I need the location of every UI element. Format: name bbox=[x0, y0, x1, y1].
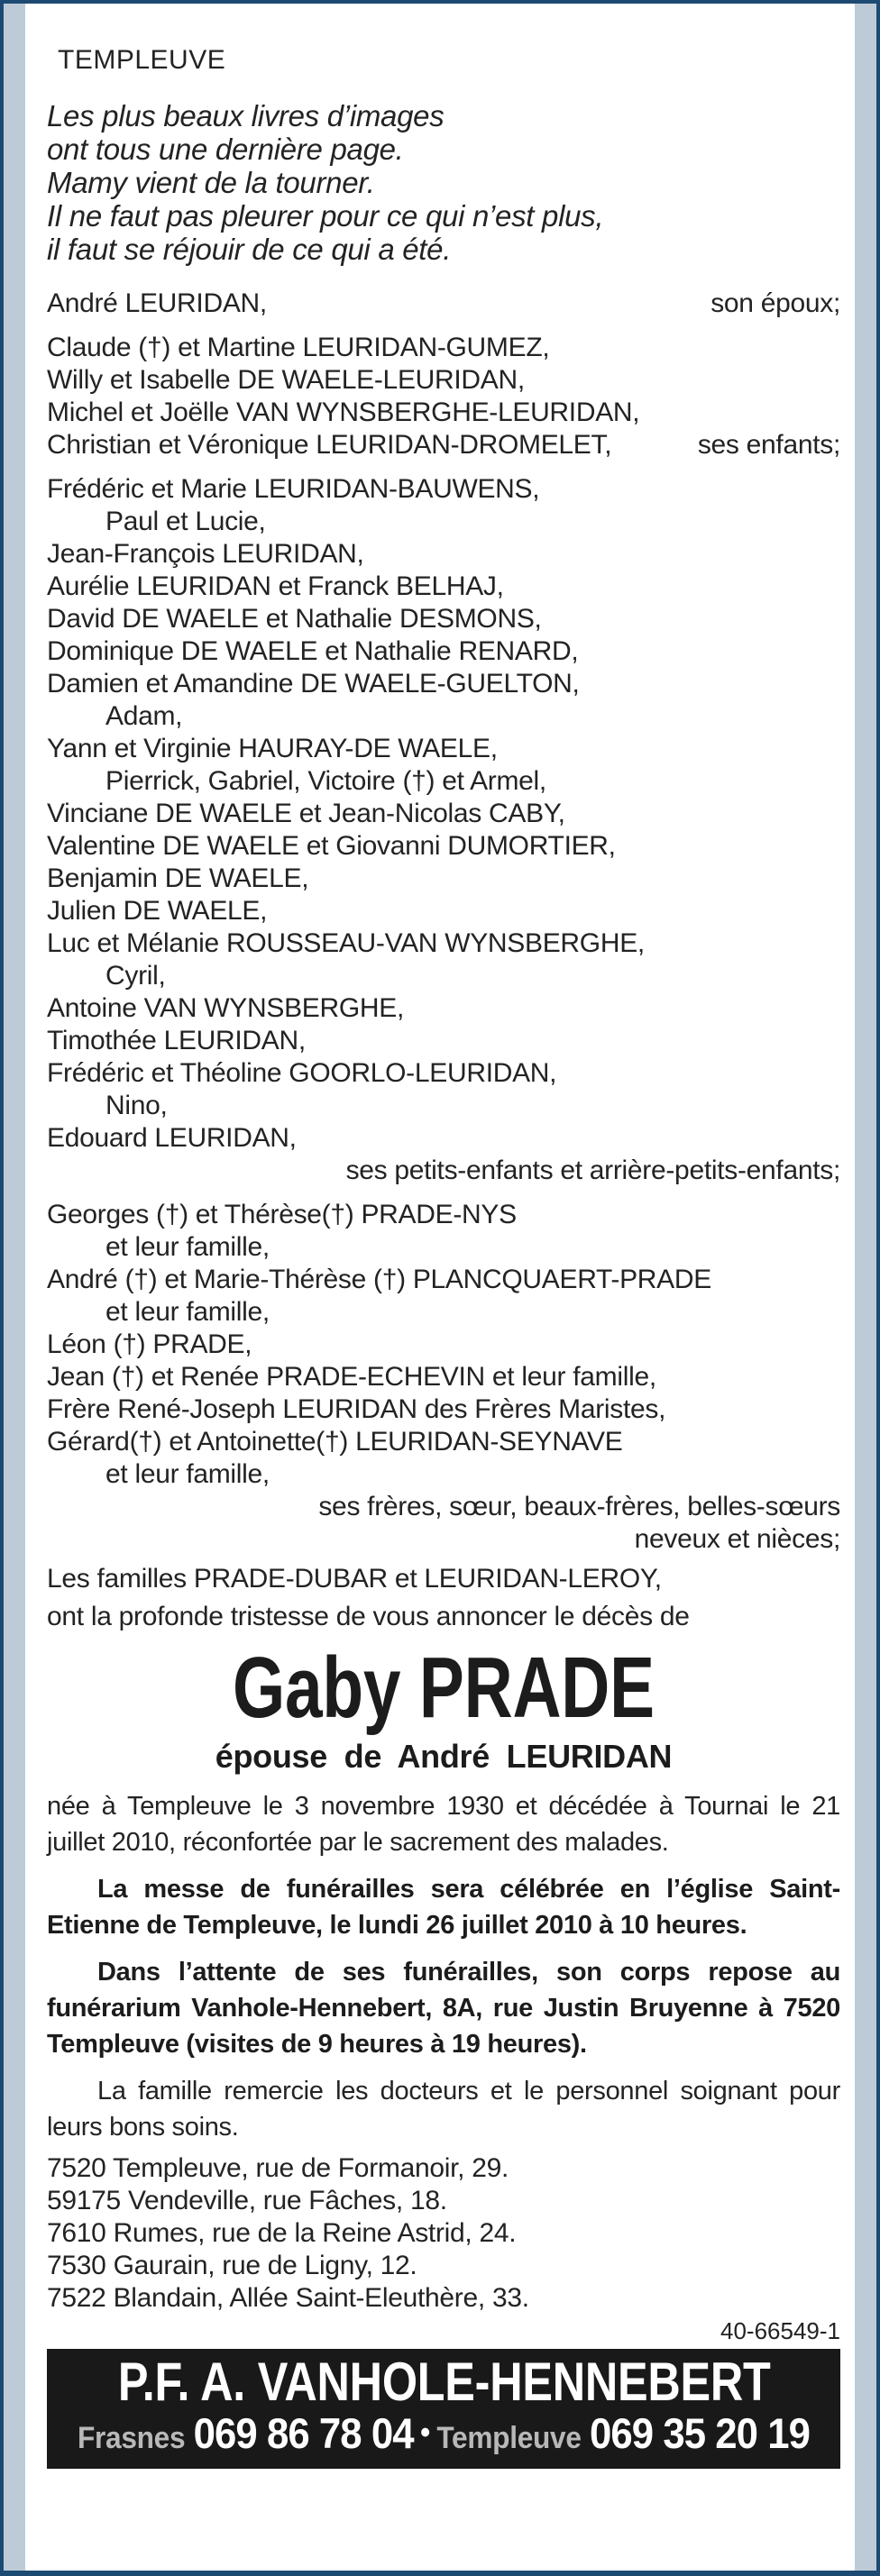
announce-line: ont la profonde tristesse de vous annoncer le décès de bbox=[47, 1602, 690, 1631]
memorial-verse bbox=[47, 99, 840, 266]
family-line: Damien et Amandine DE WAELE-GUELTON, bbox=[47, 669, 580, 699]
family-line: Aurélie LEURIDAN et Franck BELHAJ, bbox=[47, 571, 504, 601]
family-line: Nino, bbox=[105, 1091, 168, 1120]
address-line: 7522 Blandain, Allée Saint-Eleuthère, 33. bbox=[47, 2283, 529, 2313]
family-line: Valentine DE WAELE et Giovanni DUMORTIER, bbox=[47, 831, 616, 861]
family-line: Jean-François LEURIDAN, bbox=[47, 539, 364, 569]
banner-location-2: Templeuve bbox=[436, 2421, 582, 2455]
family-line: Adam, bbox=[105, 701, 183, 731]
siblings-relation-label-2: neveux et nièces; bbox=[634, 1524, 840, 1554]
family-line: Edouard LEURIDAN, bbox=[47, 1123, 297, 1153]
spouse-name: André LEURIDAN, bbox=[47, 288, 267, 318]
funeral-home-phones bbox=[77, 2408, 811, 2458]
reference-number: 40-66549-1 bbox=[720, 2317, 840, 2344]
addresses-list bbox=[47, 2152, 840, 2315]
mass-paragraph: La messe de funérailles sera célébrée en l’église Saint-Etienne de Templeuve, le lundi 26 juillet 2010 à 10 heures. bbox=[47, 1875, 840, 1940]
family-line: et leur famille, bbox=[105, 1297, 270, 1327]
family-line: André (†) et Marie-Thérèse (†) PLANCQUAERT-PRADE bbox=[47, 1265, 711, 1294]
family-line: Frédéric et Théoline GOORLO-LEURIDAN, bbox=[47, 1058, 557, 1088]
address-line: 7530 Gaurain, rue de Ligny, 12. bbox=[47, 2251, 417, 2280]
funeral-home-name: P.F. A. VANHOLE-HENNEBERT bbox=[117, 2352, 771, 2412]
banner-phone-2: 069 35 20 19 bbox=[589, 2409, 811, 2457]
children-relation-label: ses enfants; bbox=[697, 430, 840, 460]
repose-paragraph: Dans l’attente de ses funérailles, son corps repose au funérarium Vanhole-Hennebert, 8A, rue Justin Bruyenne à 7520 Templeuve (visites de 9 heures à 19 heures). bbox=[47, 1958, 840, 2059]
family-line: Julien DE WAELE, bbox=[47, 896, 268, 926]
funeral-home-banner bbox=[47, 2349, 840, 2469]
spouse-line bbox=[47, 288, 840, 320]
families-line: Les familles PRADE-DUBAR et LEURIDAN-LEROY, bbox=[47, 1564, 662, 1594]
verse-line: Il ne faut pas pleurer pour ce qui n’est plus, bbox=[47, 199, 604, 233]
family-line: Vinciane DE WAELE et Jean-Nicolas CABY, bbox=[47, 799, 565, 828]
family-line: Pierrick, Gabriel, Victoire (†) et Armel, bbox=[105, 766, 546, 796]
deceased-name: Gaby PRADE bbox=[233, 1640, 655, 1736]
family-line: Georges (†) et Thérèse(†) PRADE-NYS bbox=[47, 1200, 517, 1229]
city-header: TEMPLEUVE bbox=[58, 45, 226, 75]
family-line: Timothée LEURIDAN, bbox=[47, 1026, 306, 1055]
children-last-row bbox=[47, 429, 840, 461]
verse-line: il faut se réjouir de ce qui a été. bbox=[47, 233, 452, 266]
grandchildren-list bbox=[47, 473, 840, 1187]
family-line: David DE WAELE et Nathalie DESMONS, bbox=[47, 604, 542, 634]
bullet-separator: • bbox=[420, 2416, 430, 2450]
left-border-band bbox=[4, 4, 25, 2571]
deceased-subtitle: épouse de André LEURIDAN bbox=[215, 1738, 673, 1775]
family-line: Michel et Joëlle VAN WYNSBERGHE-LEURIDAN, bbox=[47, 397, 640, 427]
grandchildren-relation-label: ses petits-enfants et arrière-petits-enfants; bbox=[345, 1156, 840, 1185]
family-line: Gérard(†) et Antoinette(†) LEURIDAN-SEYNAVE bbox=[47, 1427, 623, 1457]
siblings-relation-label: ses frères, sœur, beaux-frères, belles-sœurs bbox=[318, 1492, 840, 1521]
family-line: Dominique DE WAELE et Nathalie RENARD, bbox=[47, 636, 579, 666]
birth-death-paragraph: née à Templeuve le 3 novembre 1930 et décédée à Tournai le 21 juillet 2010, réconfortée par le sacrement des malades. bbox=[47, 1792, 840, 1857]
family-line: Benjamin DE WAELE, bbox=[47, 863, 309, 893]
family-line: Frère René-Joseph LEURIDAN des Frères Maristes, bbox=[47, 1394, 666, 1424]
spouse-relation-label: son époux; bbox=[710, 288, 840, 318]
right-border-band bbox=[855, 4, 876, 2571]
banner-phone-1: 069 86 78 04 bbox=[193, 2409, 414, 2457]
family-line: Jean (†) et Renée PRADE-ECHEVIN et leur famille, bbox=[47, 1362, 656, 1392]
family-line: Claude (†) et Martine LEURIDAN-GUMEZ, bbox=[47, 333, 550, 362]
family-line: Paul et Lucie, bbox=[105, 507, 266, 536]
address-line: 7520 Templeuve, rue de Formanoir, 29. bbox=[47, 2153, 509, 2183]
family-line: Yann et Virginie HAURAY-DE WAELE, bbox=[47, 734, 498, 763]
family-line: Cyril, bbox=[105, 961, 166, 991]
family-line: Luc et Mélanie ROUSSEAU-VAN WYNSBERGHE, bbox=[47, 928, 645, 958]
children-list bbox=[47, 332, 840, 461]
address-line: 59175 Vendeville, rue Fâches, 18. bbox=[47, 2186, 447, 2215]
family-line: et leur famille, bbox=[105, 1232, 270, 1262]
verse-line: Mamy vient de la tourner. bbox=[47, 166, 375, 199]
family-line: et leur famille, bbox=[105, 1459, 270, 1489]
address-line: 7610 Rumes, rue de la Reine Astrid, 24. bbox=[47, 2218, 517, 2248]
family-line: Christian et Véronique LEURIDAN-DROMELET, bbox=[47, 430, 612, 460]
thanks-paragraph: La famille remercie les docteurs et le personnel soignant pour leurs bons soins. bbox=[47, 2077, 840, 2142]
banner-location-1: Frasnes bbox=[77, 2421, 186, 2455]
family-line: Frédéric et Marie LEURIDAN-BAUWENS, bbox=[47, 474, 540, 504]
siblings-list bbox=[47, 1199, 840, 1556]
family-line: Léon (†) PRADE, bbox=[47, 1329, 252, 1359]
verse-line: Les plus beaux livres d’images bbox=[47, 99, 445, 132]
death-notice bbox=[25, 4, 855, 2571]
verse-line: ont tous une dernière page. bbox=[47, 132, 404, 166]
family-line: Willy et Isabelle DE WAELE-LEURIDAN, bbox=[47, 365, 525, 395]
family-line: Antoine VAN WYNSBERGHE, bbox=[47, 993, 405, 1023]
